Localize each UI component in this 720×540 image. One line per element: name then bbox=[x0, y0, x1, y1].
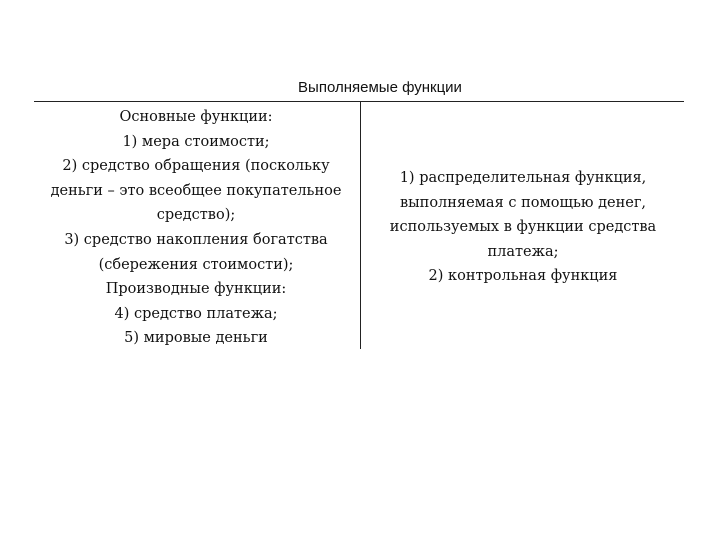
list-item: 5) мировые деньги bbox=[124, 330, 268, 347]
list-item: 4) средство платежа; bbox=[114, 305, 278, 322]
section-heading-basic: Основные функции: bbox=[119, 109, 273, 125]
column-divider bbox=[360, 102, 361, 349]
list-item: 2) контрольная функция bbox=[428, 268, 618, 285]
list-item: выполняемая с помощью денег, bbox=[399, 194, 647, 211]
list-item: (сбережения стоимости); bbox=[98, 256, 294, 273]
header-divider bbox=[34, 101, 684, 102]
table-title: Выполняемые функции bbox=[298, 79, 462, 96]
left-cell bbox=[36, 105, 356, 351]
list-item: 3) средство накопления богатства bbox=[64, 231, 328, 248]
list-item: платежа; bbox=[487, 243, 559, 260]
list-item: 1) распределительная функция, bbox=[399, 170, 647, 186]
list-item: средство); bbox=[156, 207, 236, 224]
list-item: 2) средство обращения (поскольку bbox=[62, 158, 330, 175]
section-heading-derived: Производные функции: bbox=[105, 281, 287, 298]
list-item: деньги – это всеобщее покупательное bbox=[50, 182, 342, 199]
right-cell bbox=[364, 166, 682, 289]
list-item: используемых в функции средства bbox=[389, 219, 657, 236]
list-item: 1) мера стоимости; bbox=[122, 133, 270, 150]
